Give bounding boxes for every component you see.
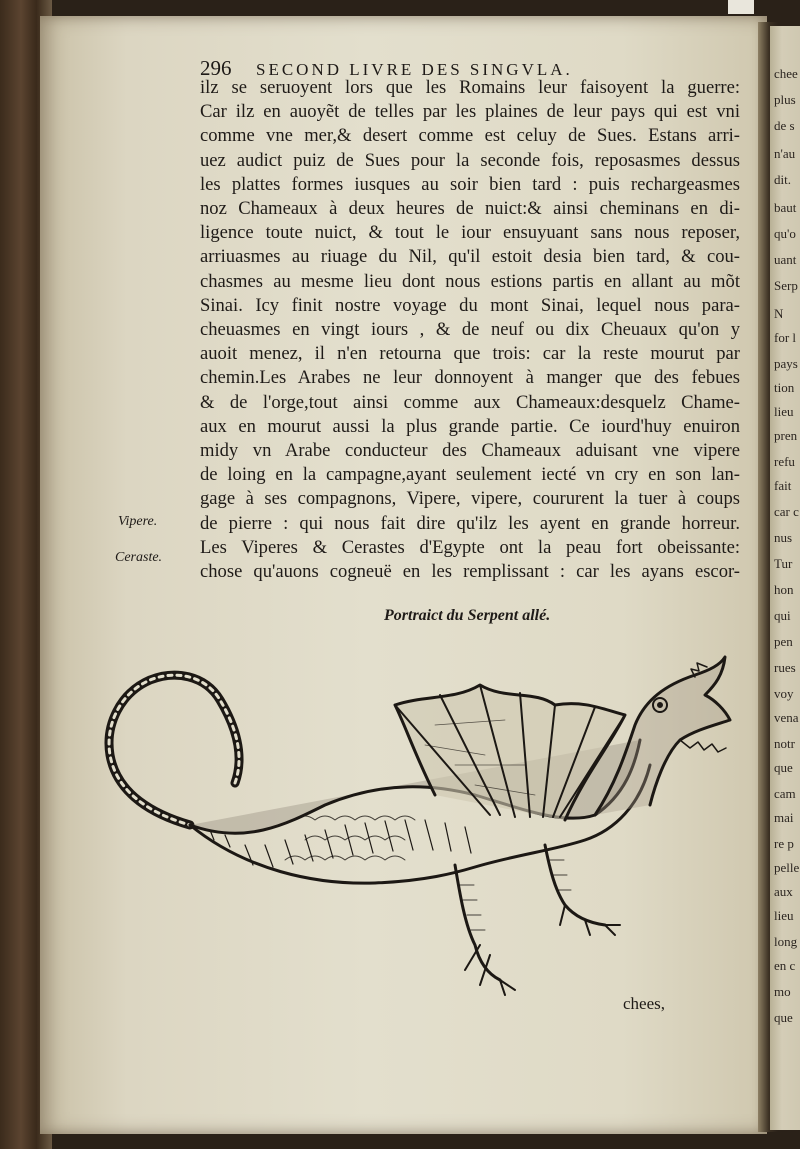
text-line: & de l'orge,tout ainsi comme aux Chameaux:desquelz Chame-	[200, 391, 740, 413]
facing-page-fragment: que	[774, 760, 793, 775]
facing-page-fragment: mai	[774, 810, 794, 825]
facing-page-fragment: hon	[774, 582, 794, 597]
facing-page-fragment: vena	[774, 710, 799, 725]
facing-page-fragment: notr	[774, 736, 795, 751]
facing-page-fragment: cam	[774, 786, 796, 801]
text-line: cheuasmes en vingt iours , & de neuf ou dix Cheuaux qu'on y	[200, 319, 740, 340]
text-line: arriuasmes au riuage du Nil, qu'il estoit desia bien tard, & cou-	[200, 246, 740, 268]
text-line: ilz se seruoyent lors que les Romains leur faisoyent la guerre:	[200, 77, 740, 98]
facing-page-fragment: uant	[774, 252, 797, 267]
facing-page-fragment: mo	[774, 984, 791, 999]
facing-page-fragment: qu'o	[774, 226, 796, 241]
margin-note-vipere: Vipere.	[118, 514, 158, 529]
page-tab	[728, 0, 754, 14]
facing-page-fragment: de s	[774, 118, 795, 133]
text-line: aux en mourut aussi la plus grande partie. Ce iourd'huy enuiron	[200, 415, 740, 437]
facing-page-fragment: fait	[774, 478, 792, 493]
facing-page-fragment: aux	[774, 884, 793, 899]
facing-page-fragment: refu	[774, 454, 795, 469]
text-line: les plattes formes iusques au soir bien tard : puis rechargeasmes	[200, 173, 740, 195]
text-line: noz Chameaux à deux heures de nuict:& ainsi cheminans en di-	[200, 198, 740, 219]
facing-page-fragment: n'au	[774, 146, 796, 161]
winged-serpent-icon	[95, 645, 745, 1005]
page-number: 296	[200, 56, 232, 80]
facing-page-fragment: dit.	[774, 172, 791, 187]
facing-page-fragment: pays	[774, 356, 798, 371]
facing-page-fragment: car c	[774, 504, 799, 519]
figure-caption: Portraict du Serpent allé.	[384, 607, 551, 624]
facing-page-fragment: lieu	[774, 404, 794, 419]
facing-page-fragment: pen	[774, 634, 793, 649]
text-line: Sinai. Icy finit nostre voyage du mont Sinai, lequel nous para-	[200, 294, 740, 316]
text-line: de loing en la campagne,ayant seulement iecté vn cry en son lan-	[200, 464, 740, 486]
facing-page-fragment: qui	[774, 608, 791, 623]
facing-page-fragment: pelle	[774, 860, 800, 875]
text-line: ligence toute nuict, & tout le iour ensuyuant sans nous reposer,	[200, 222, 740, 244]
facing-page-fragment: Tur	[774, 556, 793, 571]
text-line: Car ilz en auoyẽt de telles par les plaines de leur pays qui est vni	[200, 101, 740, 123]
margin-note-ceraste: Ceraste.	[115, 550, 163, 565]
text-line: gage à ses compagnons, Vipere, vipere, coururent la tuer à coups	[200, 488, 740, 510]
facing-page-fragment: que	[774, 1010, 793, 1025]
text-line: auoit menez, il n'en retourna que trois: car la reste mourut par	[200, 343, 740, 365]
facing-page-fragment: en c	[774, 958, 796, 973]
facing-page-fragment: re p	[774, 836, 794, 851]
facing-page-edge	[770, 26, 800, 1130]
text-line: comme vne mer,& desert comme est celuy de Sues. Estans arri-	[200, 125, 740, 147]
facing-page-fragment: pren	[774, 428, 798, 443]
facing-page-fragment: for l	[774, 330, 797, 345]
facing-page-fragment: N	[774, 306, 784, 321]
text-line: Les Viperes & Cerastes d'Egypte ont la peau fort obeissante:	[200, 536, 740, 558]
facing-page-fragment: chee	[774, 66, 798, 81]
facing-page-fragment: nus	[774, 530, 793, 545]
text-line: midy vn Arabe conducteur des Chameaux aduisant vne vipere	[200, 440, 740, 461]
facing-page-fragment: tion	[774, 380, 795, 395]
running-head: SECOND LIVRE DES SINGVLA.	[256, 60, 573, 79]
facing-page-fragment: baut	[774, 200, 797, 215]
text-line: uez audict puiz de Sues pour la seconde fois, reposasmes dessus	[200, 149, 740, 171]
text-line: chasmes au mesme lieu dont nous estions partis en allant au mõt	[200, 270, 740, 292]
facing-page-fragment: lieu	[774, 908, 794, 923]
facing-page-fragment: rues	[774, 660, 796, 675]
text-line: chose qu'auons cogneuë en les remplissant : car les ayans escor-	[200, 561, 740, 582]
text-line: chemin.Les Arabes ne leur donnoyent à manger que des febues	[200, 367, 740, 389]
catchword: chees,	[623, 994, 666, 1013]
facing-page-fragment: Serp	[774, 278, 798, 293]
facing-page-fragment: long	[774, 934, 798, 949]
text-line: de pierre : qui nous fait dire qu'ilz les ayent en grande horreur.	[200, 512, 740, 534]
facing-page-fragment: voy	[774, 686, 794, 701]
facing-page-fragment: plus	[774, 92, 796, 107]
